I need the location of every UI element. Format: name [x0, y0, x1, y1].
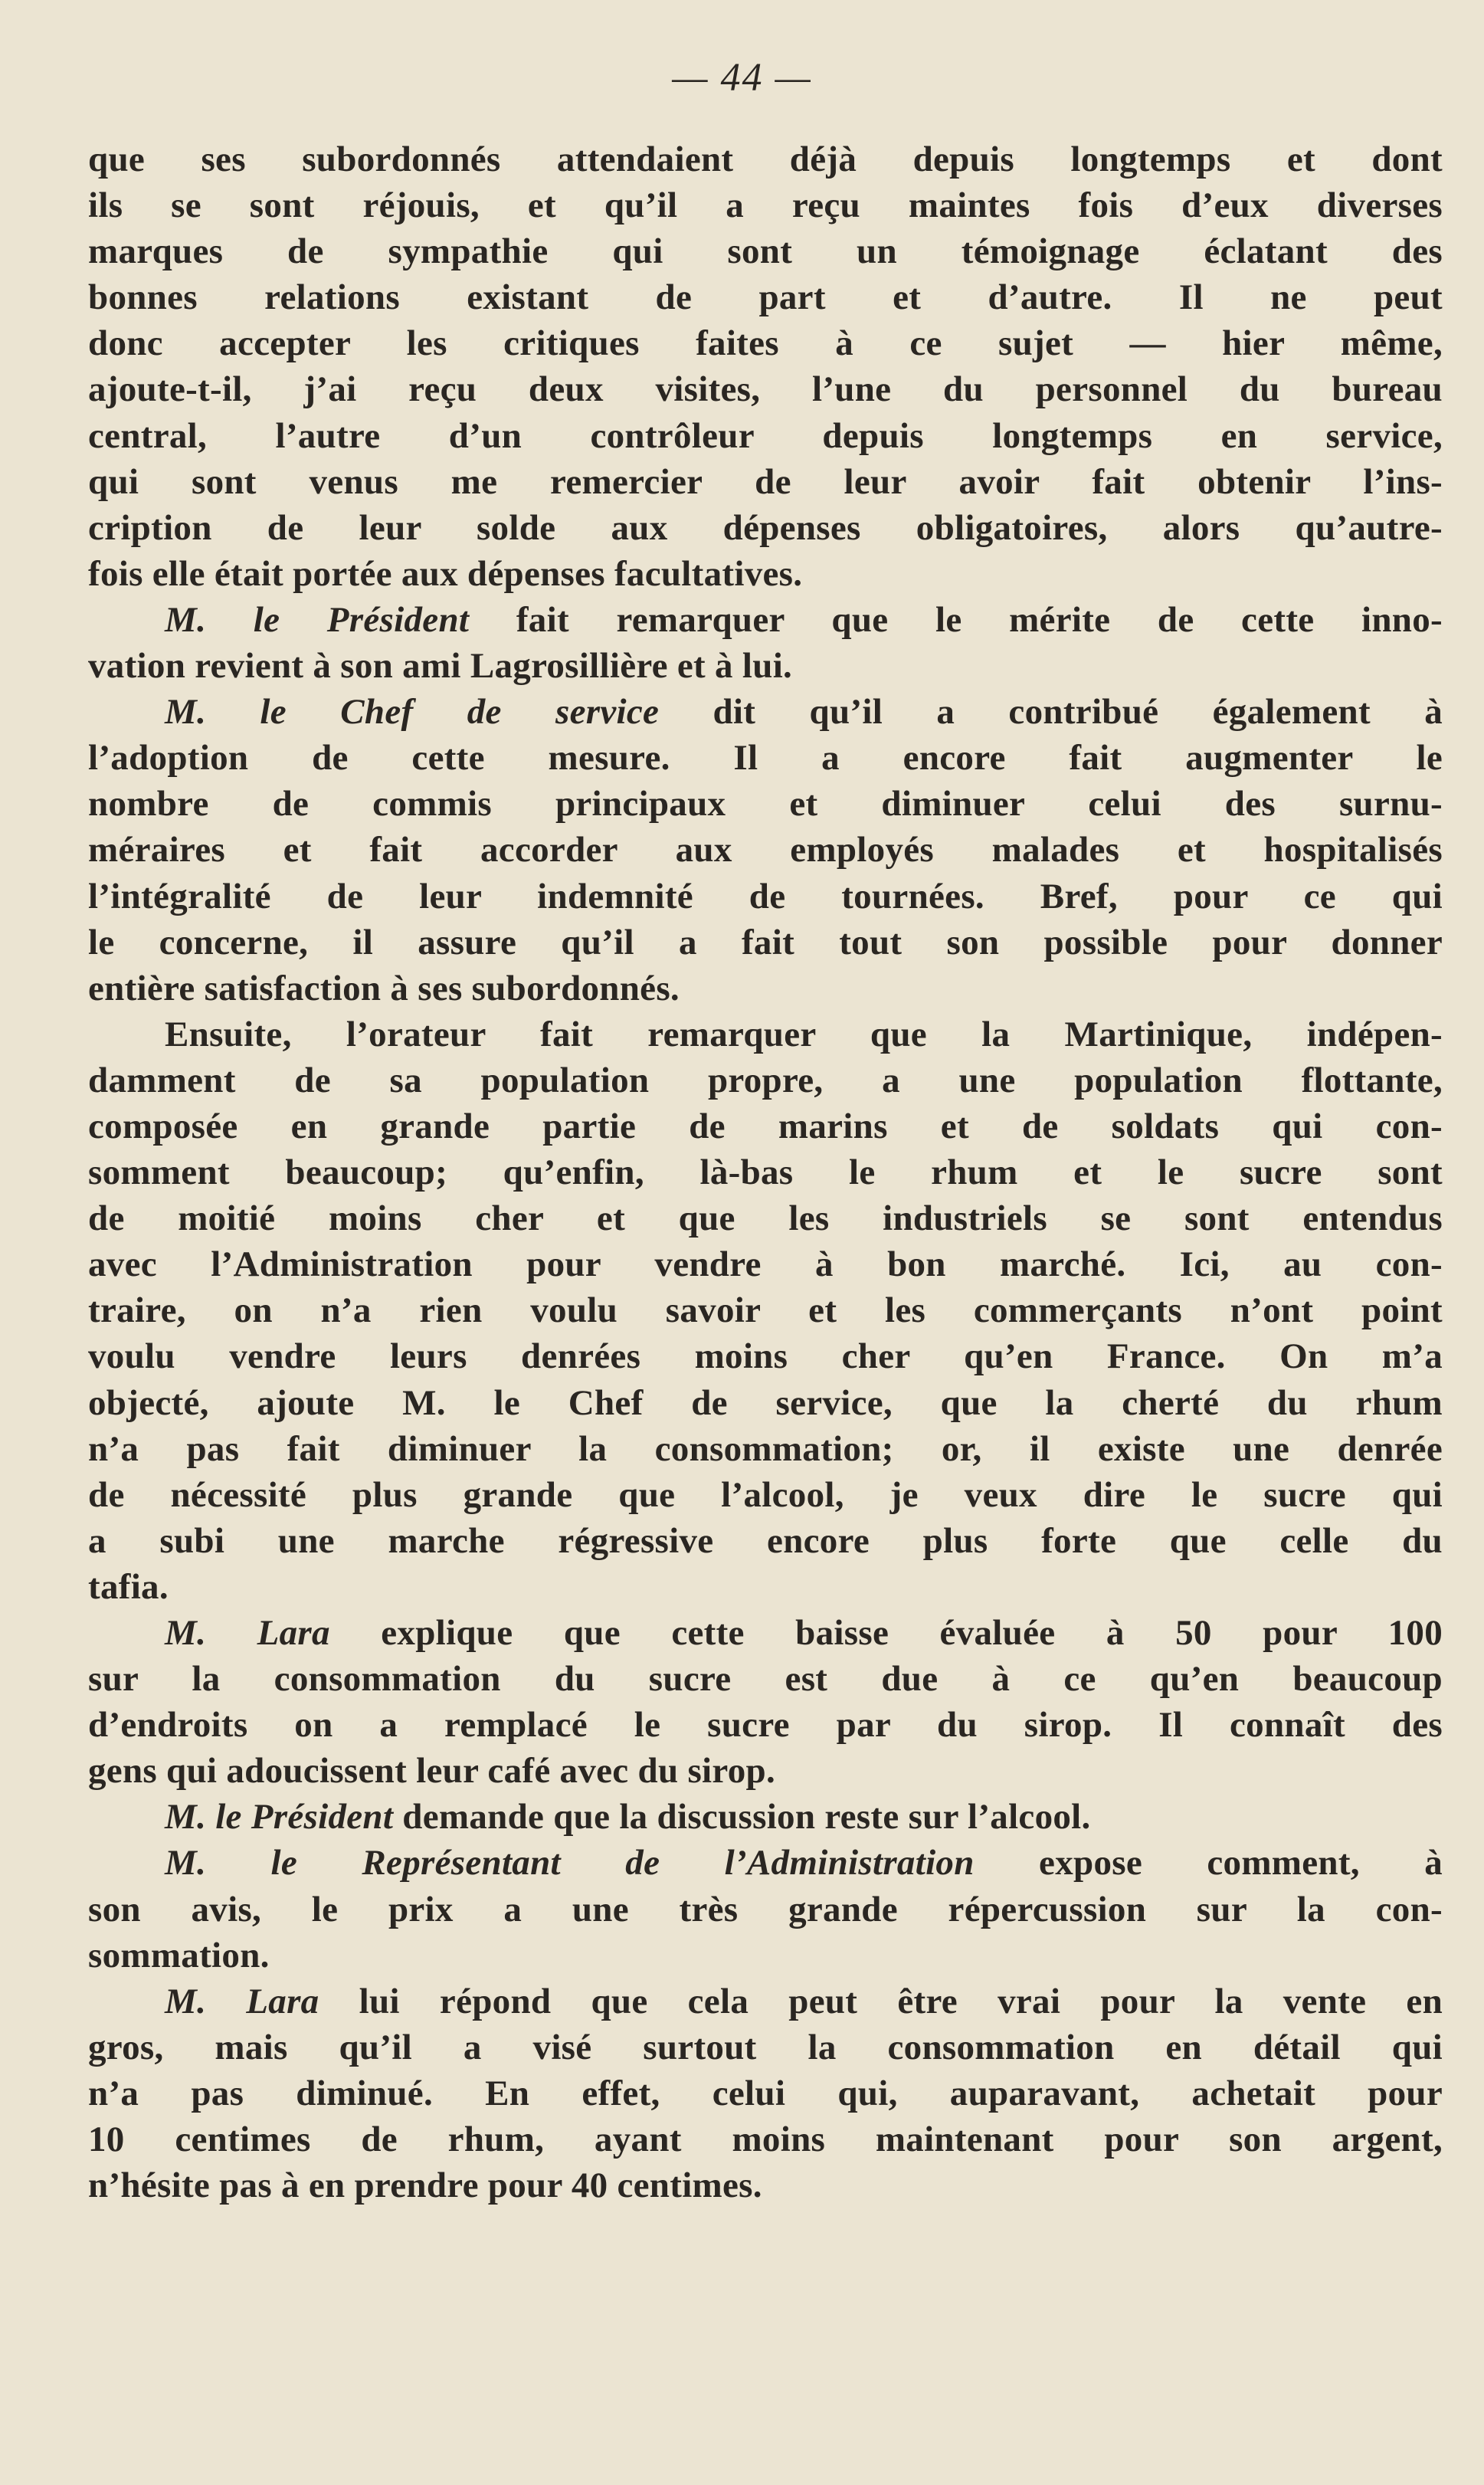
line-text: entière satisfaction à ses subordonnés. [88, 968, 680, 1008]
text-line [88, 1518, 1443, 1564]
line-text: voulu vendre leurs denrées moins cher qu’en France. On m’a [88, 1336, 1443, 1377]
text-line [88, 136, 1443, 182]
text-line [88, 228, 1443, 274]
line-text: marques de sympathie qui sont un témoignage éclatant des [88, 231, 1443, 272]
text-line [88, 1426, 1443, 1472]
text-line [88, 1794, 1443, 1840]
text-line [88, 689, 1443, 735]
text-line [88, 1656, 1443, 1702]
page-number: — 44 — [672, 56, 812, 100]
line-text: Ensuite, l’orateur fait remarquer que la Martinique, indépen- [165, 1014, 1443, 1054]
text-line [88, 551, 1443, 597]
speaker-name: M. Lara [165, 1981, 319, 2021]
line-text: damment de sa population propre, a une population flottante, [88, 1060, 1443, 1100]
text-line [88, 182, 1443, 228]
line-text: 10 centimes de rhum, ayant moins maintenant pour son argent, [88, 2119, 1443, 2160]
text-line [88, 1887, 1443, 1933]
line-text: sur la consommation du sucre est due à ce qu’en beaucoup [88, 1659, 1443, 1700]
line-text: gens qui adoucissent leur café avec du sirop. [88, 1751, 775, 1792]
line-text: lui répond que cela peut être vrai pour la vente en [319, 1981, 1443, 2021]
line-text: sommation. [88, 1935, 270, 1975]
text-line [88, 1702, 1443, 1748]
line-text: composée en grande partie de marins et de soldats qui con- [88, 1106, 1443, 1146]
text-line [88, 1978, 1443, 2024]
line-text: nombre de commis principaux et diminuer celui des surnu- [88, 784, 1443, 825]
line-text: a subi une marche régressive encore plus forte que celle du [88, 1520, 1443, 1561]
text-line [88, 1748, 1443, 1794]
text-line [88, 1011, 1443, 1057]
speaker-name: M. le Président [165, 1797, 394, 1838]
text-line [88, 1610, 1443, 1656]
text-line [88, 1195, 1443, 1241]
text-line [88, 1840, 1443, 1886]
text-line [88, 920, 1443, 965]
line-text: de nécessité plus grande que l’alcool, je veux dire le sucre qui [88, 1474, 1443, 1515]
line-text: méraires et fait accorder aux employés malades et hospitalisés [88, 830, 1443, 870]
line-text: expose comment, à [974, 1843, 1443, 1883]
text-line [88, 366, 1443, 412]
text-line [88, 965, 1443, 1011]
line-text: l’adoption de cette mesure. Il a encore fait augmenter le [88, 738, 1443, 779]
line-text: son avis, le prix a une très grande répercussion sur la con- [88, 1889, 1443, 1929]
line-text: cription de leur solde aux dépenses obligatoires, alors qu’autre- [88, 507, 1443, 548]
line-text: ajoute-t-il, j’ai reçu deux visites, l’une du personnel du bureau [88, 369, 1443, 410]
text-line [88, 1564, 1443, 1610]
text-line [88, 643, 1443, 689]
text-line [88, 505, 1443, 551]
line-text: vation revient à son ami Lagrosillière et à lui. [88, 646, 793, 687]
line-text: dit qu’il a contribué également à [659, 692, 1443, 733]
line-text: demande que la discussion reste sur l’alcool. [393, 1797, 1091, 1838]
text-line [88, 2070, 1443, 2116]
line-text: gros, mais qu’il a visé surtout la consommation en détail qui [88, 2027, 1443, 2067]
line-text: n’a pas diminué. En effet, celui qui, auparavant, achetait pour [88, 2073, 1443, 2113]
text-line [88, 1103, 1443, 1149]
text-line [88, 413, 1443, 459]
line-text: tafia. [88, 1566, 169, 1607]
line-text: objecté, ajoute M. le Chef de service, que la cherté du rhum [88, 1382, 1443, 1423]
text-line [88, 320, 1443, 366]
line-text: n’hésite pas à en prendre pour 40 centimes. [88, 2165, 762, 2206]
line-text: somment beaucoup; qu’enfin, là-bas le rhum et le sucre sont [88, 1152, 1443, 1193]
text-line [88, 2116, 1443, 2162]
line-text: qui sont venus me remercier de leur avoir fait obtenir l’ins- [88, 461, 1443, 502]
line-text: traire, on n’a rien voulu savoir et les commerçants n’ont point [88, 1290, 1443, 1331]
line-text: donc accepter les critiques faites à ce sujet — hier même, [88, 323, 1443, 364]
text-line [88, 1149, 1443, 1195]
line-text: central, l’autre d’un contrôleur depuis longtemps en service, [88, 415, 1443, 456]
text-line [88, 274, 1443, 320]
speaker-name: M. Lara [165, 1613, 330, 1653]
line-text: l’intégralité de leur indemnité de tournées. Bref, pour ce qui [88, 876, 1443, 916]
text-line [88, 874, 1443, 920]
text-line [88, 1057, 1443, 1103]
line-text: fois elle était portée aux dépenses facultatives. [88, 553, 803, 594]
text-line [88, 597, 1443, 643]
speaker-name: M. le Chef de service [165, 692, 660, 733]
line-text: ils se sont réjouis, et qu’il a reçu maintes fois d’eux diverses [88, 185, 1443, 226]
speaker-name: M. le Représentant de l’Administration [165, 1843, 975, 1883]
text-line [88, 1472, 1443, 1518]
body-text [88, 136, 1443, 2208]
text-line [88, 1287, 1443, 1333]
text-line [88, 827, 1443, 873]
speaker-name: M. le Président [165, 599, 470, 640]
text-line [88, 1241, 1443, 1287]
text-line [88, 781, 1443, 827]
line-text: que ses subordonnés attendaient déjà depuis longtemps et dont [88, 139, 1443, 179]
line-text: bonnes relations existant de part et d’autre. Il ne peut [88, 277, 1443, 318]
line-text: explique que cette baisse évaluée à 50 pour 100 [329, 1613, 1443, 1653]
text-line [88, 2024, 1443, 2070]
line-text: de moitié moins cher et que les industriels se sont entendus [88, 1198, 1443, 1239]
text-line [88, 735, 1443, 781]
text-line [88, 459, 1443, 505]
line-text: fait remarquer que le mérite de cette inno- [469, 599, 1443, 640]
line-text: d’endroits on a remplacé le sucre par du sirop. Il connaît des [88, 1705, 1443, 1746]
text-line [88, 1333, 1443, 1379]
line-text: le concerne, il assure qu’il a fait tout son possible pour donner [88, 922, 1443, 962]
text-line [88, 2162, 1443, 2208]
text-line [88, 1933, 1443, 1978]
text-line [88, 1380, 1443, 1426]
line-text: avec l’Administration pour vendre à bon marché. Ici, au con- [88, 1244, 1443, 1285]
line-text: n’a pas fait diminuer la consommation; or, il existe une denrée [88, 1428, 1443, 1469]
